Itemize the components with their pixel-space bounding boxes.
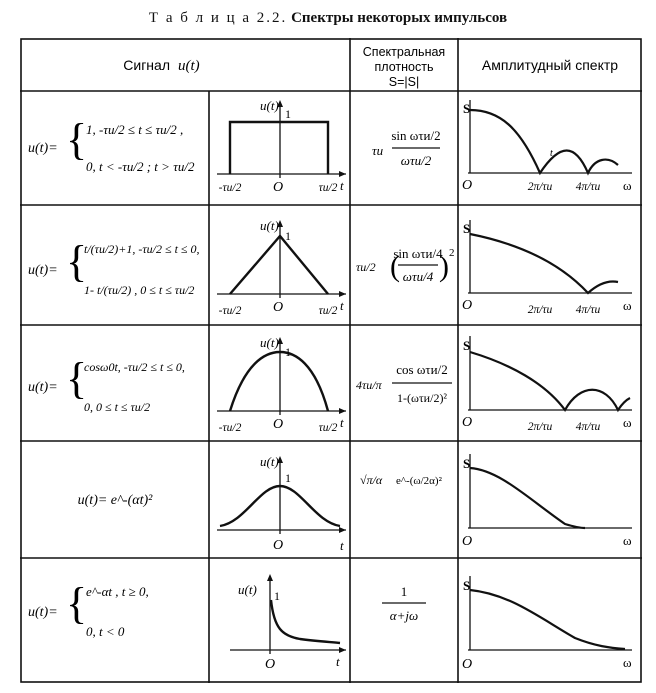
density-rectangular [372,128,441,168]
density-prefix: √π/α [360,473,383,487]
formula-line1: cosω0t, -τи/2 ≤ t ≤ 0, [84,360,185,374]
formula-line2: 1- t/(τи/2) , 0 ≤ t ≤ τи/2 [84,283,195,297]
formula-rectangular [28,115,195,174]
signal-tick-right: τи/2 [318,182,338,194]
signal-level-one: 1 [274,589,280,603]
spectrum-origin: O [462,657,473,672]
caption-lead: Т а б л и ц а 2.2. [148,10,288,26]
formula-brace: { [66,579,88,628]
table-caption [0,10,656,27]
formula-brace: { [66,237,88,286]
spectrum-omega: ω [623,415,632,430]
formula-gaussian: u(t)= e^-(αt)² [77,493,153,508]
row-cosine [28,335,632,434]
formula-cosine [28,354,185,414]
signal-axis-label: u(t) [260,335,279,350]
signal-level-one: 1 [285,229,291,243]
signal-origin: O [265,657,276,672]
signal-level-one: 1 [285,471,291,485]
spectrum-plot-rectangular [468,100,632,173]
spectrum-axis-label: S [463,338,471,353]
formula-brace: { [66,115,88,164]
formula-lhs: u(t)= [28,605,58,620]
spectra-table [20,38,642,683]
header-density-line2: плотность [374,60,434,74]
signal-origin: O [273,180,284,195]
density-denominator: ωτи/4 [402,269,434,284]
header-amplitude: Амплитудный спектр [481,57,619,73]
spectrum-axis-label: S [463,456,471,471]
density-prefix: τи [372,143,384,158]
row-rectangular [28,98,632,195]
signal-plot-triangular [217,220,346,298]
spectrum-omega: ω [623,178,632,193]
signal-tick-right: τи/2 [318,305,338,317]
spectrum-tick-1: 2π/τи [527,181,553,193]
header-density-line1: Спектральная [362,45,446,59]
spectrum-tick-2: 4π/τи [575,304,601,316]
formula-lhs: u(t)= [28,263,58,278]
row-triangular [28,218,632,317]
row-gaussian [78,454,632,553]
density-denominator: α+jω [389,608,419,623]
signal-axis-label: u(t) [260,98,279,113]
formula-line1: 1, -τи/2 ≤ t ≤ τи/2 , [86,122,184,137]
density-exponential [382,584,426,623]
spectrum-omega: ω [623,655,632,670]
signal-tick-left: -τи/2 [218,422,242,434]
signal-t-axis: t [340,298,344,313]
spectrum-tick-1: 2π/τи [527,304,553,316]
table-header [123,45,618,89]
spectrum-axis-label: S [463,578,471,593]
density-expression: e^-(ω/2α)² [396,475,442,487]
density-denominator: 1-(ωτи/2)² [396,391,448,405]
density-denominator: ωτи/2 [400,153,432,168]
formula-line1: e^-αt , t ≥ 0, [86,584,149,599]
signal-level-one: 1 [285,345,291,359]
signal-t-axis: t [336,654,340,669]
signal-t-axis: t [340,178,344,193]
signal-t-axis: t [340,538,344,553]
spectrum-tick-2: 4π/τи [575,181,601,193]
formula-exponential [28,579,149,639]
signal-axis-label: u(t) [260,218,279,233]
density-paren-close: ) [439,250,449,283]
header-signal: Сигнал [123,57,170,73]
density-triangular [356,246,455,284]
density-prefix: τи/2 [356,260,376,274]
spectrum-axis-label: S [463,101,471,116]
density-paren-open: ( [390,250,400,283]
formula-line2: 0, 0 ≤ t ≤ τи/2 [84,400,151,414]
signal-tick-right: τи/2 [318,422,338,434]
formula-line2: 0, t < -τи/2 ; t > τи/2 [86,159,195,174]
spectrum-origin: O [462,534,473,549]
spectrum-omega: ω [623,533,632,548]
signal-plot-gaussian [217,456,346,534]
formula-lhs: u(t)= [28,380,58,395]
spectrum-tick-1: 2π/τи [527,421,553,433]
spectrum-axis-label: S [463,221,471,236]
caption-title: Спектры некоторых импульсов [291,10,508,26]
spectrum-plot-triangular [468,220,632,293]
header-signal-var: u(t) [178,58,200,74]
signal-axis-label: u(t) [260,454,279,469]
density-numerator: cos ωτи/2 [396,362,448,377]
signal-t-axis: t [340,415,344,430]
spectrum-origin: O [462,415,473,430]
header-density-line3: S=|S| [388,75,420,89]
density-numerator: sin ωτи/2 [391,128,441,143]
spectrum-origin: O [462,178,473,193]
row-exponential [28,574,632,672]
signal-plot-cosine [217,337,346,415]
signal-plot-rectangular [217,100,346,178]
formula-line2: 0, t < 0 [86,624,125,639]
density-power: 2 [449,247,455,259]
spectrum-omega: ω [623,298,632,313]
formula-line1: t/(τи/2)+1, -τи/2 ≤ t ≤ 0, [84,242,200,256]
density-numerator: sin ωτи/4 [393,246,443,261]
density-numerator: 1 [400,584,408,599]
density-prefix: 4τи/π [356,378,382,392]
signal-origin: O [273,300,284,315]
signal-tick-left: -τи/2 [218,305,242,317]
spectrum-plot-gaussian [468,454,632,528]
spectrum-plot-exponential [468,576,632,650]
formula-triangular [28,237,200,297]
spectrum-note: t [550,148,553,159]
signal-axis-label: u(t) [238,582,257,597]
formula-lhs: u(t)= [28,141,58,156]
spectrum-plot-cosine [468,336,632,410]
density-gaussian [360,473,443,487]
signal-level-one: 1 [285,107,291,121]
signal-tick-left: -τи/2 [218,182,242,194]
signal-origin: O [273,538,284,553]
formula-brace: { [66,354,88,403]
spectrum-origin: O [462,298,473,313]
spectrum-tick-2: 4π/τи [575,421,601,433]
density-cosine [356,362,452,405]
signal-origin: O [273,417,284,432]
